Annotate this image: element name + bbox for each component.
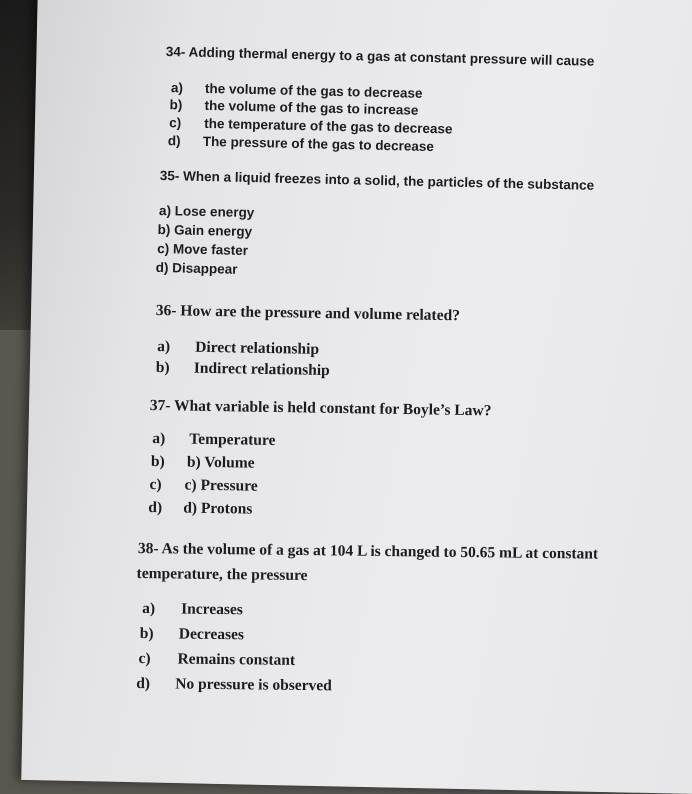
option-letter: b) [150, 453, 165, 471]
option-text: Remains constant [177, 650, 296, 669]
option-text: Increases [181, 600, 243, 619]
option-a[interactable]: a) Lose energy [158, 202, 255, 221]
option-text: Indirect relationship [193, 359, 330, 380]
option-text: No pressure is observed [175, 675, 332, 695]
option-letter: b) [169, 97, 183, 113]
option-text: d) Protons [183, 499, 253, 518]
question-stem-line-2: temperature, the pressure [136, 564, 308, 585]
option-text: the temperature of the gas to decrease [204, 115, 453, 137]
option-letter: b) [139, 625, 154, 643]
option-letter: d) [167, 133, 181, 149]
option-letter: d) [136, 674, 151, 693]
question-stem: 36- How are the pressure and volume related? [155, 302, 461, 325]
option-text: c) Pressure [184, 476, 258, 495]
option-text: Direct relationship [195, 338, 320, 358]
option-text: Temperature [189, 430, 276, 449]
option-text: the volume of the gas to decrease [204, 80, 423, 101]
option-letter: b) [155, 359, 170, 377]
option-letter: c) [138, 650, 151, 668]
option-letter: a) [170, 80, 184, 96]
option-c[interactable]: c) Move faster [157, 240, 249, 259]
option-text: Decreases [178, 625, 245, 644]
option-letter: a) [152, 430, 166, 448]
option-letter: a) [142, 600, 156, 618]
option-text: the volume of the gas to increase [204, 97, 419, 118]
option-letter: c) [149, 476, 162, 494]
option-text: The pressure of the gas to decrease [202, 133, 435, 155]
question-stem-line-1: 38- As the volume of a gas at 104 L is changed to 50.65 mL at constant [137, 540, 599, 563]
option-text: b) Volume [186, 453, 255, 472]
option-letter: d) [148, 498, 163, 517]
question-stem: 34- Adding thermal energy to a gas at constant pressure will cause [165, 44, 595, 69]
option-letter: c) [169, 115, 182, 131]
option-b[interactable]: b) Gain energy [157, 221, 253, 240]
question-stem: 37- What variable is held constant for Boyle’s Law? [149, 397, 492, 420]
option-letter: a) [157, 338, 171, 356]
question-stem: 35- When a liquid freezes into a solid, the particles of the substance [159, 168, 595, 193]
option-d[interactable]: d) Disappear [155, 259, 238, 277]
